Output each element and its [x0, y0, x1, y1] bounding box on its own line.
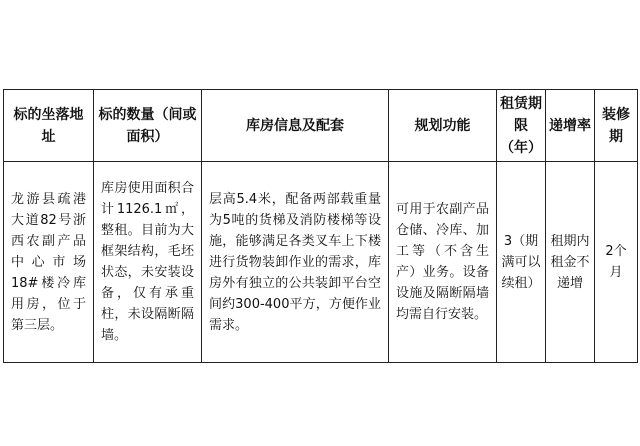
header-row [4, 90, 638, 162]
increase-text: 租期内租金不递增 [550, 233, 590, 291]
header-decoration-text: 装修期 [602, 106, 630, 145]
function-text: 可用于农副产品仓储、冷库、加工等（不含生产）业务。设备设施及隔断隔墙均需自行安装。 [396, 202, 489, 322]
header-function-text: 规划功能 [414, 117, 471, 134]
cell-info [202, 162, 389, 363]
cell-location [4, 162, 94, 363]
quantity-text: 库房使用面积合计1126.1㎡，整租。目前为大框架结构，毛坯状态，未安装设备，仅有承重柱，未设隔断隔墙。 [101, 181, 194, 343]
header-location-text: 标的坐落地址 [13, 106, 84, 145]
table-row [4, 162, 638, 363]
decoration-text: 2个月 [605, 244, 627, 280]
info-text: 层高5.4米，配备两部载重量为5吨的货梯及消防楼梯等设施，能够满足各类叉车上下楼进行货物装卸作业的需求，库房外有独立的公共装卸平台空间约300-400平方，方便作业需求。 [209, 191, 381, 333]
header-info-text: 库房信息及配套 [246, 117, 344, 134]
header-function [389, 90, 497, 162]
term-text: 3（期满可以续租） [501, 233, 541, 291]
cell-quantity [94, 162, 202, 363]
cell-term [497, 162, 546, 363]
location-text: 龙游县疏港大道82号浙西农副产品中心市场18#楼冷库用房，位于第三层。 [11, 191, 86, 333]
header-increase [546, 90, 595, 162]
cell-increase [546, 162, 595, 363]
lease-table [3, 89, 638, 363]
cell-function [389, 162, 497, 363]
header-quantity [94, 90, 202, 162]
header-term-text: 租赁期限（年） [500, 95, 542, 156]
header-location [4, 90, 94, 162]
header-quantity-text: 标的数量（间或面积） [98, 106, 197, 145]
header-increase-text: 递增率 [549, 117, 591, 134]
cell-decoration [595, 162, 638, 363]
header-decoration [595, 90, 638, 162]
header-info [202, 90, 389, 162]
header-term [497, 90, 546, 162]
